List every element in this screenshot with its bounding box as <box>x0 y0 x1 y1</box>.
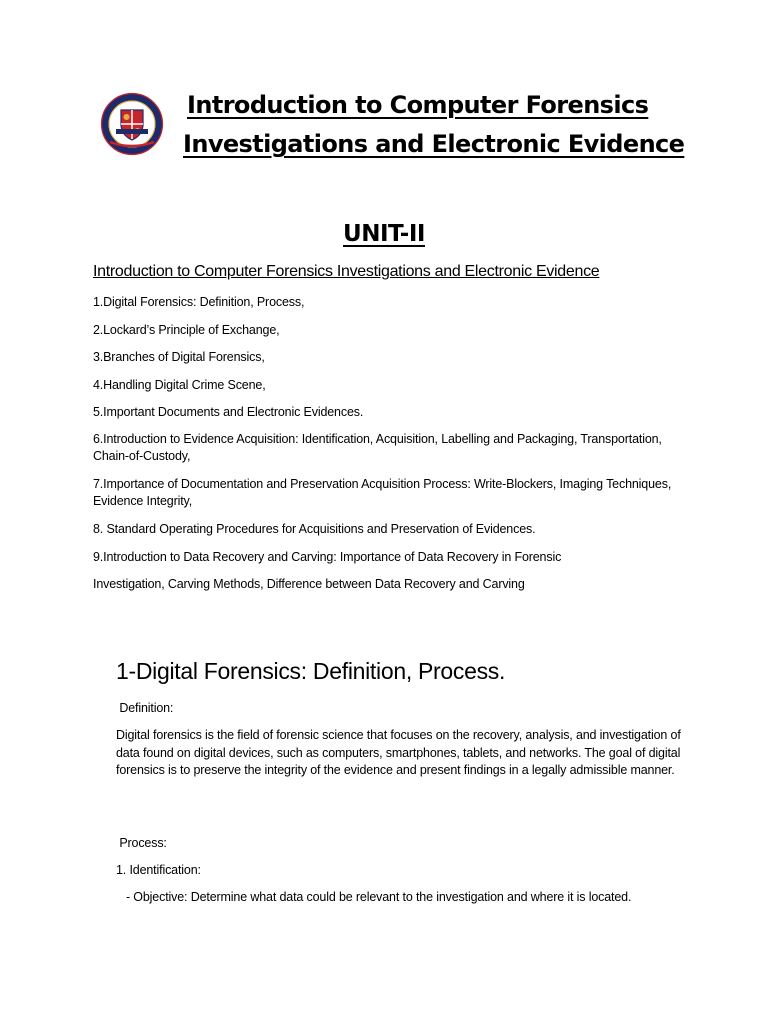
document-title-line-1: Introduction to Computer Forensics <box>187 91 649 119</box>
toc-item: 3.Branches of Digital Forensics, <box>93 350 265 364</box>
unit-subtitle: Introduction to Computer Forensics Investigations and Electronic Evidence <box>93 263 600 280</box>
toc-item: Investigation, Carving Methods, Difference between Data Recovery and Carving <box>93 577 525 591</box>
toc-item: 4.Handling Digital Crime Scene, <box>93 378 266 392</box>
section-heading: 1-Digital Forensics: Definition, Process. <box>116 658 506 684</box>
definition-paragraph: Digital forensics is the field of forensic science that focuses on the recovery, analysis, and investigation of data found on digital devices, such as computers, smartphones, tablets, and networks. The goal of digital forensics is to preserve the integrity of the evidence and present findings in a legally admissible manner. <box>116 728 681 777</box>
definition-label: Definition: <box>116 701 174 715</box>
unit-heading: UNIT-II <box>343 221 425 247</box>
process-label: Process: <box>116 836 167 850</box>
document-title-line-2: Investigations and Electronic Evidence <box>183 130 685 158</box>
toc-item: 2.Lockard’s Principle of Exchange, <box>93 323 280 337</box>
process-step-objective: - Objective: Determine what data could be relevant to the investigation and where it is located. <box>116 890 632 904</box>
institution-logo <box>96 88 168 160</box>
process-step-label: 1. Identification: <box>116 863 201 877</box>
toc-item: 6.Introduction to Evidence Acquisition: Identification, Acquisition, Labelling and Packaging, Transportation, Chain-of-Custody, <box>93 432 662 463</box>
toc-item: 8. Standard Operating Procedures for Acquisitions and Preservation of Evidences. <box>93 522 536 536</box>
toc-item: 9.Introduction to Data Recovery and Carving: Importance of Data Recovery in Forensic <box>93 550 562 564</box>
toc-item: 1.Digital Forensics: Definition, Process, <box>93 295 305 309</box>
toc-item: 7.Importance of Documentation and Preservation Acquisition Process: Write-Blockers, Imaging Techniques, Evidence Integrity, <box>93 477 672 508</box>
toc-item: 5.Important Documents and Electronic Evidences. <box>93 405 364 419</box>
